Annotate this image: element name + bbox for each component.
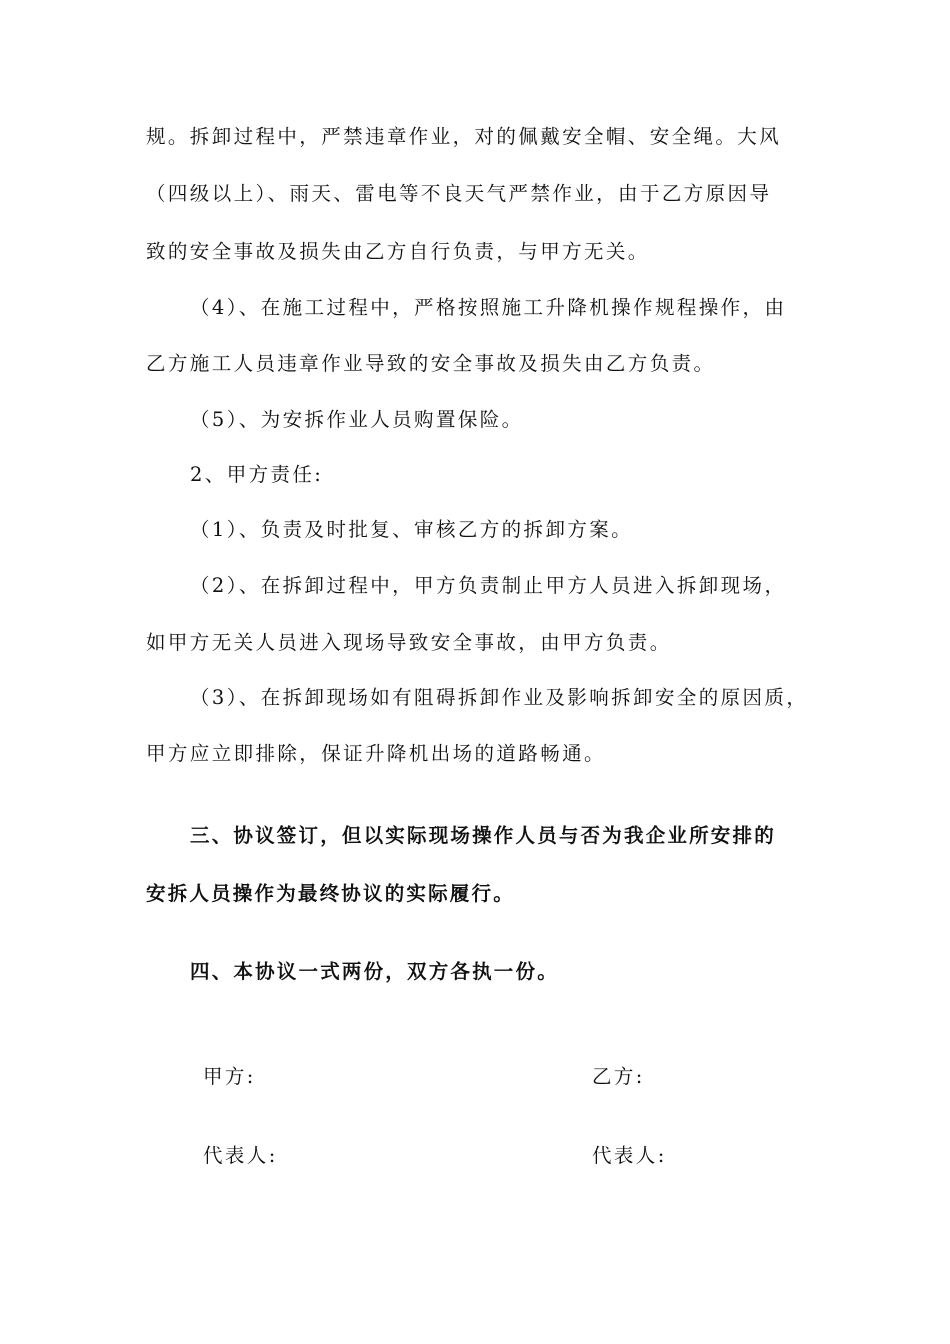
paragraph-line: 乙方施工人员违章作业导致的安全事故及损失由乙方负责。 [146, 352, 716, 375]
paragraph-line: （3）、在拆卸现场如有阻碍拆卸作业及影响拆卸安全的原因质， [190, 686, 809, 709]
paragraph-line: 规。拆卸过程中，严禁违章作业，对的佩戴安全帽、安全绳。大风 [146, 125, 782, 148]
section-3-continuation: 安拆人员操作为最终协议的实际履行。 [146, 882, 515, 905]
paragraph-line: （1）、负责及时批复、审核乙方的拆卸方案。 [190, 518, 634, 541]
paragraph-line: 如甲方无关人员进入现场导致安全事故，由甲方负责。 [146, 631, 672, 654]
representative-b-label: 代表人: [592, 1144, 667, 1167]
section-3-heading: 三、协议签订，但以实际现场操作人员与否为我企业所安排的 [190, 824, 776, 847]
paragraph-line: （四级以上）、雨天、雷电等不良天气严禁作业，由于乙方原因导 [146, 182, 772, 205]
paragraph-line: （5）、为安拆作业人员购置保险。 [190, 408, 524, 431]
paragraph-line: （2）、在拆卸过程中，甲方负责制止甲方人员进入拆卸现场， [190, 574, 787, 597]
party-a-label: 甲方: [203, 1065, 256, 1088]
section-heading: 2、甲方责任: [190, 463, 324, 486]
paragraph-line: （4）、在施工过程中，严格按照施工升降机操作规程操作，由 [190, 296, 787, 319]
section-4-heading: 四、本协议一式两份，双方各执一份。 [190, 960, 559, 983]
party-b-label: 乙方: [592, 1065, 645, 1088]
representative-a-label: 代表人: [203, 1144, 278, 1167]
paragraph-line: 致的安全事故及损失由乙方自行负责，与甲方无关。 [146, 240, 650, 263]
paragraph-line: 甲方应立即排除，保证升降机出场的道路畅通。 [146, 742, 606, 765]
